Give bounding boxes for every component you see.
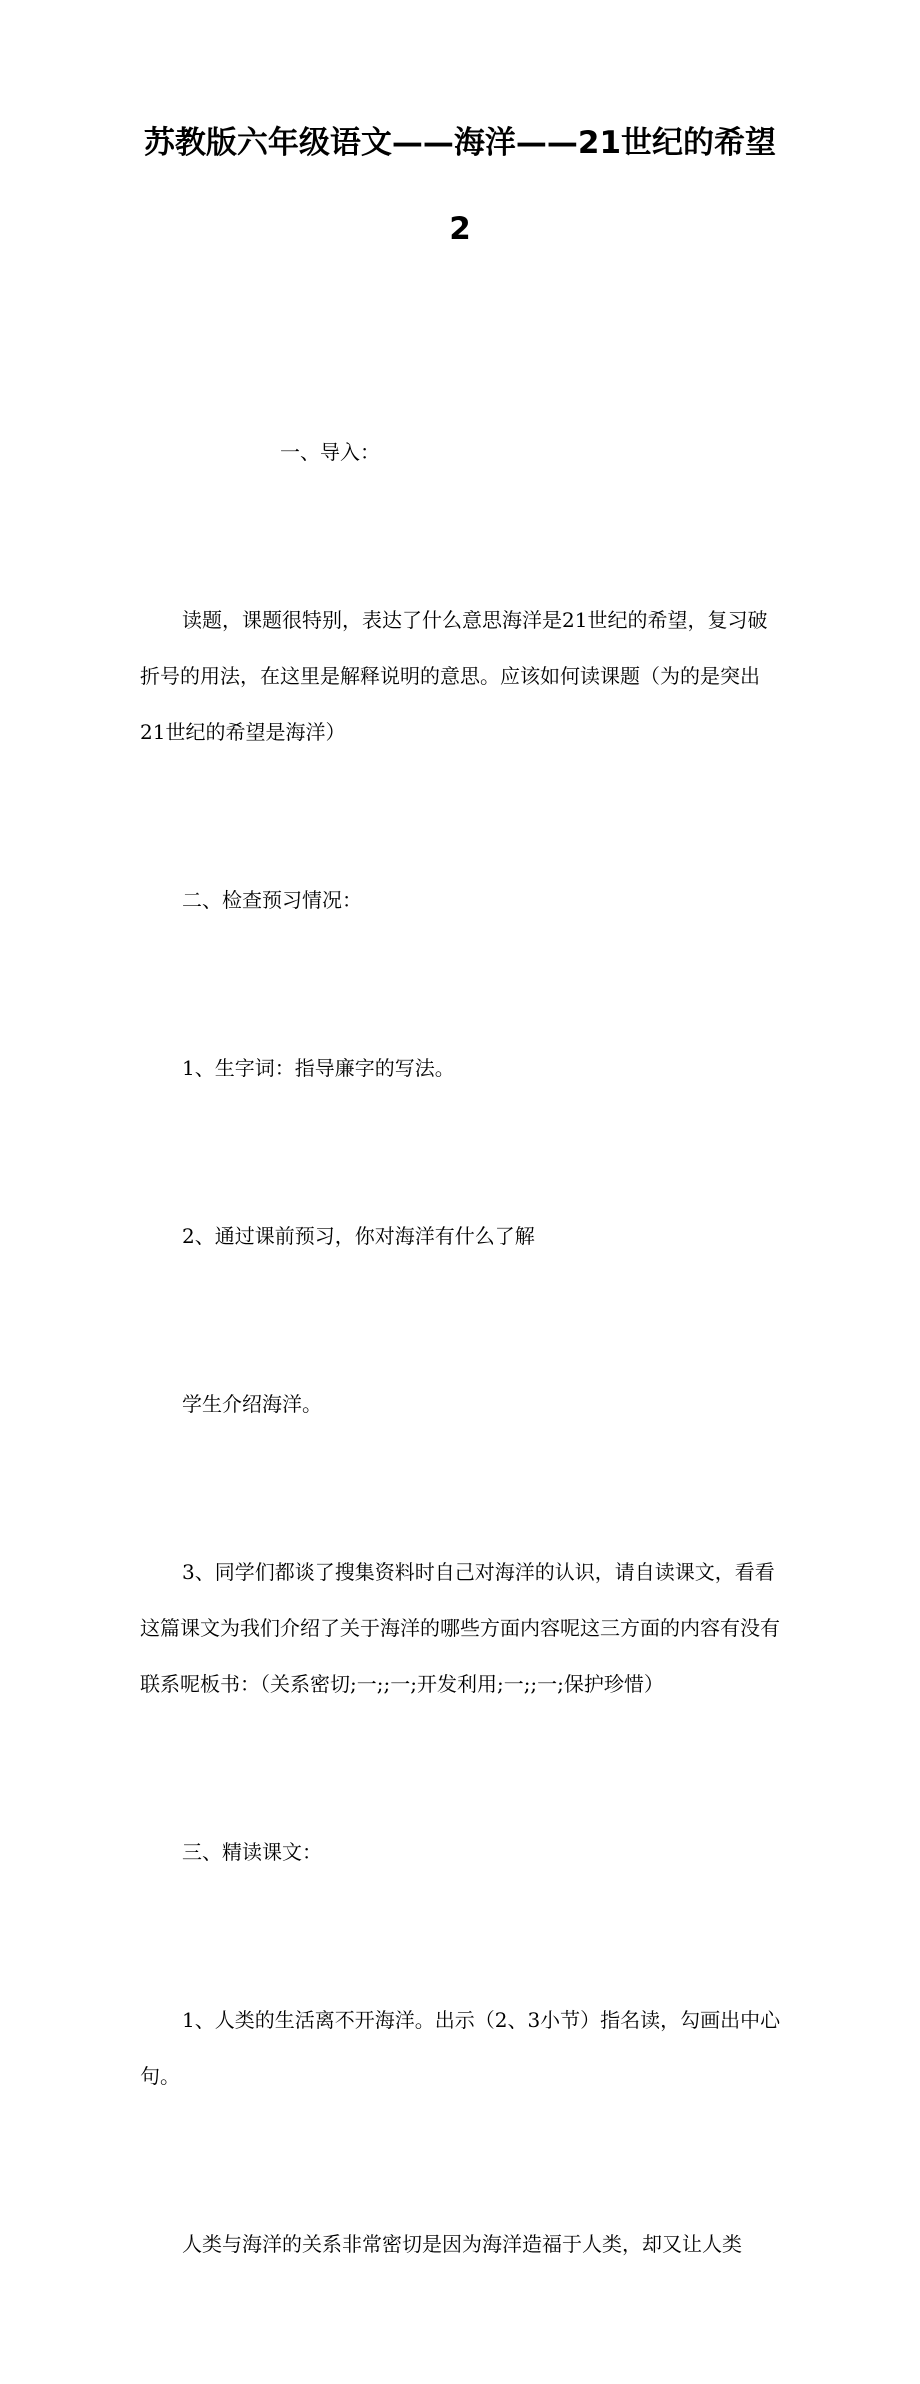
section-heading-preview-check: 二、检查预习情况： [182, 888, 362, 912]
document-body [140, 312, 785, 2384]
paragraph-life-and-ocean: 1、人类的生活离不开海洋。出示（2、3小节）指名读，勾画出中心句。 [140, 2008, 781, 2088]
paragraph-vocabulary: 1、生字词：指导廉字的写法。 [182, 1056, 455, 1080]
document-title: 苏教版六年级语文——海洋——21世纪的希望2 [143, 125, 777, 247]
section-heading-intro: 一、导入： [280, 440, 380, 464]
paragraph-self-reading: 3、同学们都谈了搜集资料时自己对海洋的认识，请自读课文，看看这篇课文为我们介绍了关于海洋的哪些方面内容呢这三方面的内容有没有联系呢板书：（关系密切;一;;一;开发利用;一;;一;保护珍惜） [140, 1560, 780, 1696]
section-heading-close-reading: 三、精读课文： [182, 1840, 322, 1864]
paragraph-preview-question: 2、通过课前预习，你对海洋有什么了解 [182, 1224, 535, 1248]
paragraph-students-introduce: 学生介绍海洋。 [182, 1392, 322, 1416]
paragraph-relationship: 人类与海洋的关系非常密切是因为海洋造福于人类，却又让人类 [182, 2232, 742, 2256]
paragraph-read-title: 读题，课题很特别，表达了什么意思海洋是21世纪的希望，复习破折号的用法，在这里是解释说明的意思。应该如何读课题（为的是突出21世纪的希望是海洋） [140, 608, 768, 744]
